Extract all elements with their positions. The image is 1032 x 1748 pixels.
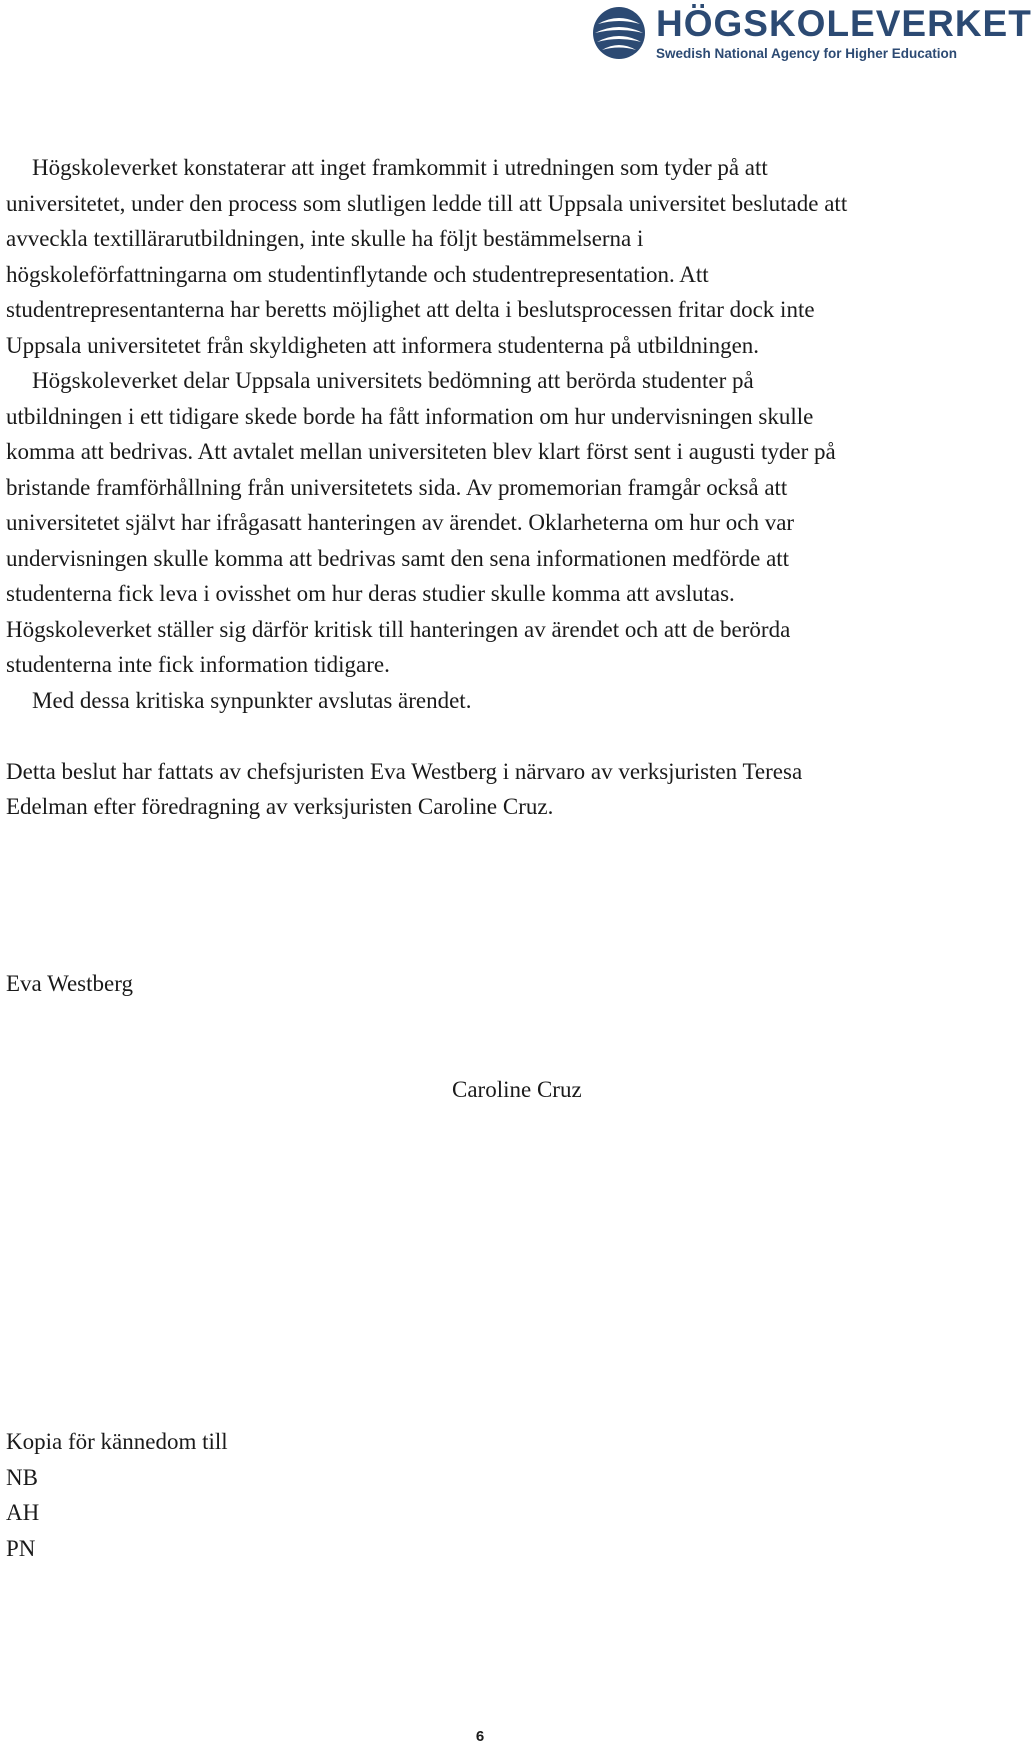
logo-title: HÖGSKOLEVERKET	[656, 3, 1032, 44]
copy-recipients	[6, 1424, 228, 1566]
spacer	[6, 718, 856, 754]
decision-statement: Detta beslut har fattats av chefsjuristen Eva Westberg i närvaro av verksjuristen Teresa Edelman efter föredragning av verksjuristen Caroline Cruz.	[6, 758, 803, 819]
recipient-item: NB	[6, 1464, 38, 1490]
signature-caroline-cruz: Caroline Cruz	[452, 1077, 582, 1102]
recipient-item: PN	[6, 1535, 36, 1561]
document-body	[6, 150, 856, 825]
signature-eva-westberg: Eva Westberg	[6, 971, 133, 996]
paragraph-assessment: Högskoleverket delar Uppsala universitets bedömning att berörda studenter på utbildningen i ett tidigare skede borde ha fått information om hur undervisningen skulle komma att bedrivas. Att avtalet mellan universiteten blev klart först sent i augusti tyder på bristande framförhållning från universitetets sida. Av promemorian framgår också att universitetet självt har ifrågasatt hanteringen av ärendet. Oklarheterna om hur och var undervisningen skulle komma att bedrivas samt den sena informationen medförde att studenterna fick leva i ovisshet om hur deras studier skulle komma att avslutas. Högskoleverket ställer sig därför kritisk till hanteringen av ärendet och att de berörda studenterna inte fick information tidigare.	[6, 368, 836, 677]
recipient-item: AH	[6, 1500, 40, 1525]
agency-logo	[592, 3, 1032, 66]
paragraph-conclusion: Med dessa kritiska synpunkter avslutas ärendet.	[32, 687, 472, 713]
hogskoleverket-emblem-icon	[592, 4, 646, 62]
page-number: 6	[475, 1728, 485, 1745]
paragraph-findings: Högskoleverket konstaterar att inget framkommit i utredningen som tyder på att universitetet, under den process som slutligen ledde till att Uppsala universitet beslutade att avveckla textillärarutbildningen, inte skulle ha följt bestämmelserna i högskoleförfattningarna om studentinflytande och studentrepresentation. Att studentrepresentanterna har beretts möjlighet att delta i beslutsprocessen fritar dock inte Uppsala universitetet från skyldigheten att informera studenterna på utbildningen.	[6, 155, 848, 358]
logo-subtitle: Swedish National Agency for Higher Education	[656, 46, 958, 61]
copy-heading: Kopia för kännedom till	[6, 1429, 228, 1454]
